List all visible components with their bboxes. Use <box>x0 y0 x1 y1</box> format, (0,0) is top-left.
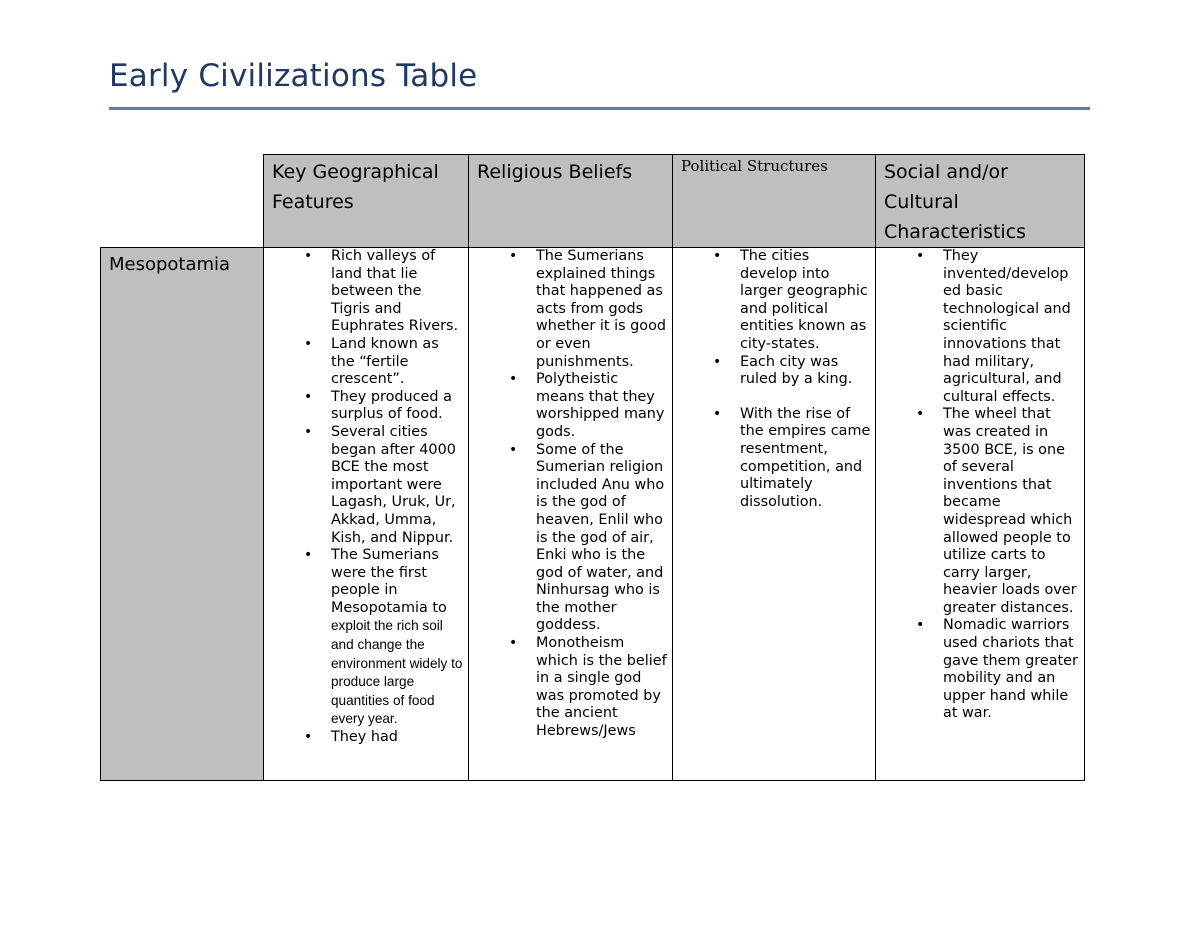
bullet-icon: • <box>713 353 722 370</box>
row-label-mesopotamia: Mesopotamia <box>101 248 264 781</box>
list-item: • Polytheistic means that they worshipped many gods. <box>509 371 665 440</box>
header-row <box>101 155 1085 248</box>
list-item: • Some of the Sumerian religion included Anu who is the god of heaven, Enlil who is the god of air, Enki who is the god of water, and Ninhursag who is the mother goddess. <box>509 441 665 634</box>
cell-social <box>876 248 1085 781</box>
header-geography: Key Geographical Features <box>264 155 469 248</box>
list-item: • Rich valleys of land that lie between the Tigris and Euphrates Rivers. <box>304 248 459 335</box>
list-item: • Land known as the “fertile crescent”. <box>304 335 439 388</box>
header-religion: Religious Beliefs <box>469 155 673 248</box>
bullet-icon: • <box>304 729 313 746</box>
page-title: Early Civilizations Table <box>109 58 478 94</box>
geography-list <box>264 248 468 747</box>
header-social: Social and/or Cultural Characteristics <box>876 155 1085 248</box>
politics-list <box>673 248 875 511</box>
cell-geography <box>264 248 469 781</box>
list-item: • Monotheism which is the belief in a single god was promoted by the ancient Hebrews/Jews <box>509 635 667 740</box>
bullet-icon: • <box>916 248 925 264</box>
cell-politics <box>673 248 876 781</box>
title-rule <box>109 107 1090 110</box>
bullet-icon: • <box>509 635 518 652</box>
religion-list <box>469 248 672 741</box>
bullet-icon: • <box>916 617 925 634</box>
list-item: • The Sumerians explained things that happened as acts from gods whether it is good or even punishments. <box>509 248 667 370</box>
list-item: • The wheel that was created in 3500 BCE, is one of several inventions that became widespread which allowed people to utilize carts to carry larger, heavier loads over greater distances. <box>916 406 1077 616</box>
social-list <box>876 248 1084 723</box>
list-item: • With the rise of the empires came resentment, competition, and ultimately dissolution. <box>713 405 871 510</box>
list-item: • Nomadic warriors used chariots that gave them greater mobility and an upper hand while at war. <box>916 617 1078 722</box>
corner-cell <box>101 155 264 248</box>
civilizations-table <box>100 154 1085 781</box>
table-row <box>101 248 1085 781</box>
list-item: • The Sumerians were the first people in Mesopotamia to exploit the rich soil and change the environment widely to produce large quantities of food every year. <box>304 547 463 727</box>
list-item-continuation: exploit the rich soil and change the environment widely to produce large quantities of food every year. <box>331 618 463 727</box>
list-item: • They produced a surplus of food. <box>304 388 452 423</box>
bullet-icon: • <box>713 405 722 422</box>
list-item: • They invented/develop ed basic technological and scientific innovations that had military, agricultural, and cultural effects. <box>916 248 1071 405</box>
cell-religion <box>469 248 673 781</box>
bullet-icon: • <box>509 441 518 458</box>
list-item: • Each city was ruled by a king. <box>713 353 853 388</box>
bullet-icon: • <box>509 248 518 264</box>
bullet-icon: • <box>304 423 313 440</box>
bullet-icon: • <box>509 371 518 388</box>
bullet-icon: • <box>304 335 313 352</box>
bullet-icon: • <box>304 547 313 564</box>
list-item: • The cities develop into larger geographic and political entities known as city-states. <box>713 248 868 352</box>
bullet-icon: • <box>713 248 722 264</box>
bullet-icon: • <box>304 388 313 405</box>
list-item: • Several cities began after 4000 BCE the most important were Lagash, Uruk, Ur, Akkad, Umma, Kish, and Nippur. <box>304 423 456 546</box>
bullet-icon: • <box>916 406 925 423</box>
bullet-icon: • <box>304 248 313 264</box>
list-item: • They had <box>304 729 398 746</box>
header-politics: Political Structures <box>673 155 876 248</box>
